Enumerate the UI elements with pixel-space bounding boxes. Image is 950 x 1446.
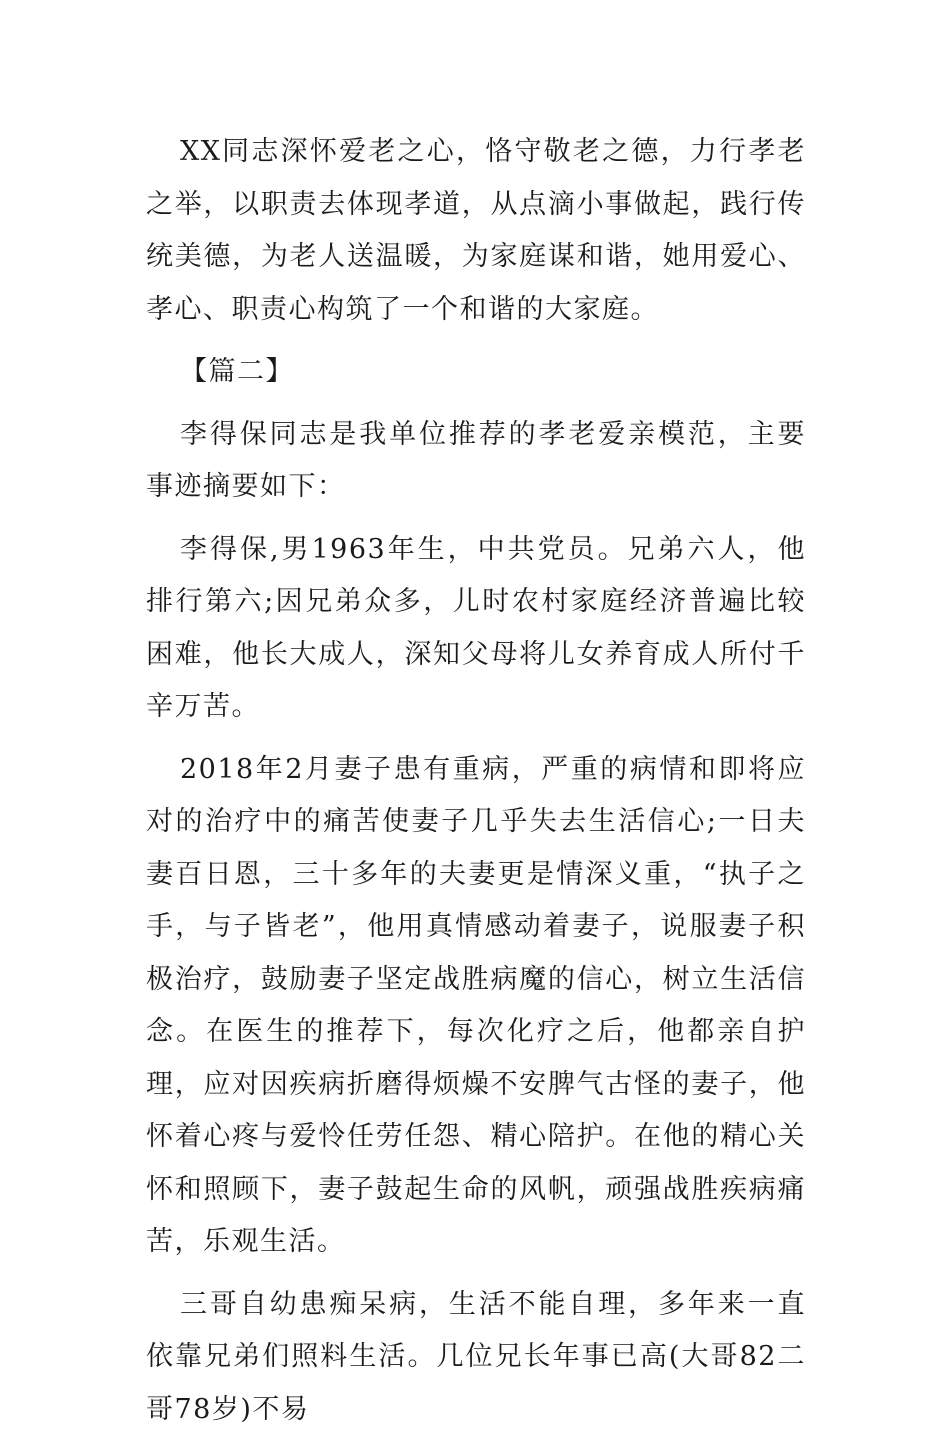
document-body (146, 126, 806, 1446)
paragraph-intro: 李得保同志是我单位推荐的孝老爱亲模范，主要事迹摘要如下： (146, 418, 806, 502)
paragraph-summary: XX同志深怀爱老之心，恪守敬老之德，力行孝老之举，以职责去体现孝道，从点滴小事做起，践行传统美德，为老人送温暖，为家庭谋和谐，她用爱心、孝心、职责心构筑了一个和谐的大家庭。 (146, 136, 806, 325)
section-heading: 【篇二】 (180, 356, 294, 387)
paragraph-third-brother: 三哥自幼患痴呆病，生活不能自理，多年来一直依靠兄弟们照料生活。几位兄长年事已高(大哥82二哥78岁)不易 (146, 1288, 806, 1425)
paragraph-profile: 李得保,男1963年生，中共党员。兄弟六人，他排行第六;因兄弟众多，儿时农村家庭经济普遍比较困难，他长大成人，深知父母将儿女养育成人所付千辛万苦。 (146, 533, 806, 722)
paragraph-wife-illness: 2018年2月妻子患有重病，严重的病情和即将应对的治疗中的痛苦使妻子几乎失去生活信心;一日夫妻百日恩，三十多年的夫妻更是情深义重，“执子之手，与子皆老”，他用真情感动着妻子，说服妻子积极治疗，鼓励妻子坚定战胜病魔的信心，树立生活信念。在医生的推荐下，每次化疗之后，他都亲自护理，应对因疾病折磨得烦燥不安脾气古怪的妻子，他怀着心疼与爱怜任劳任怨、精心陪护。在他的精心关怀和照顾下，妻子鼓起生命的风帆，顽强战胜疾病痛苦，乐观生活。 (146, 753, 806, 1257)
